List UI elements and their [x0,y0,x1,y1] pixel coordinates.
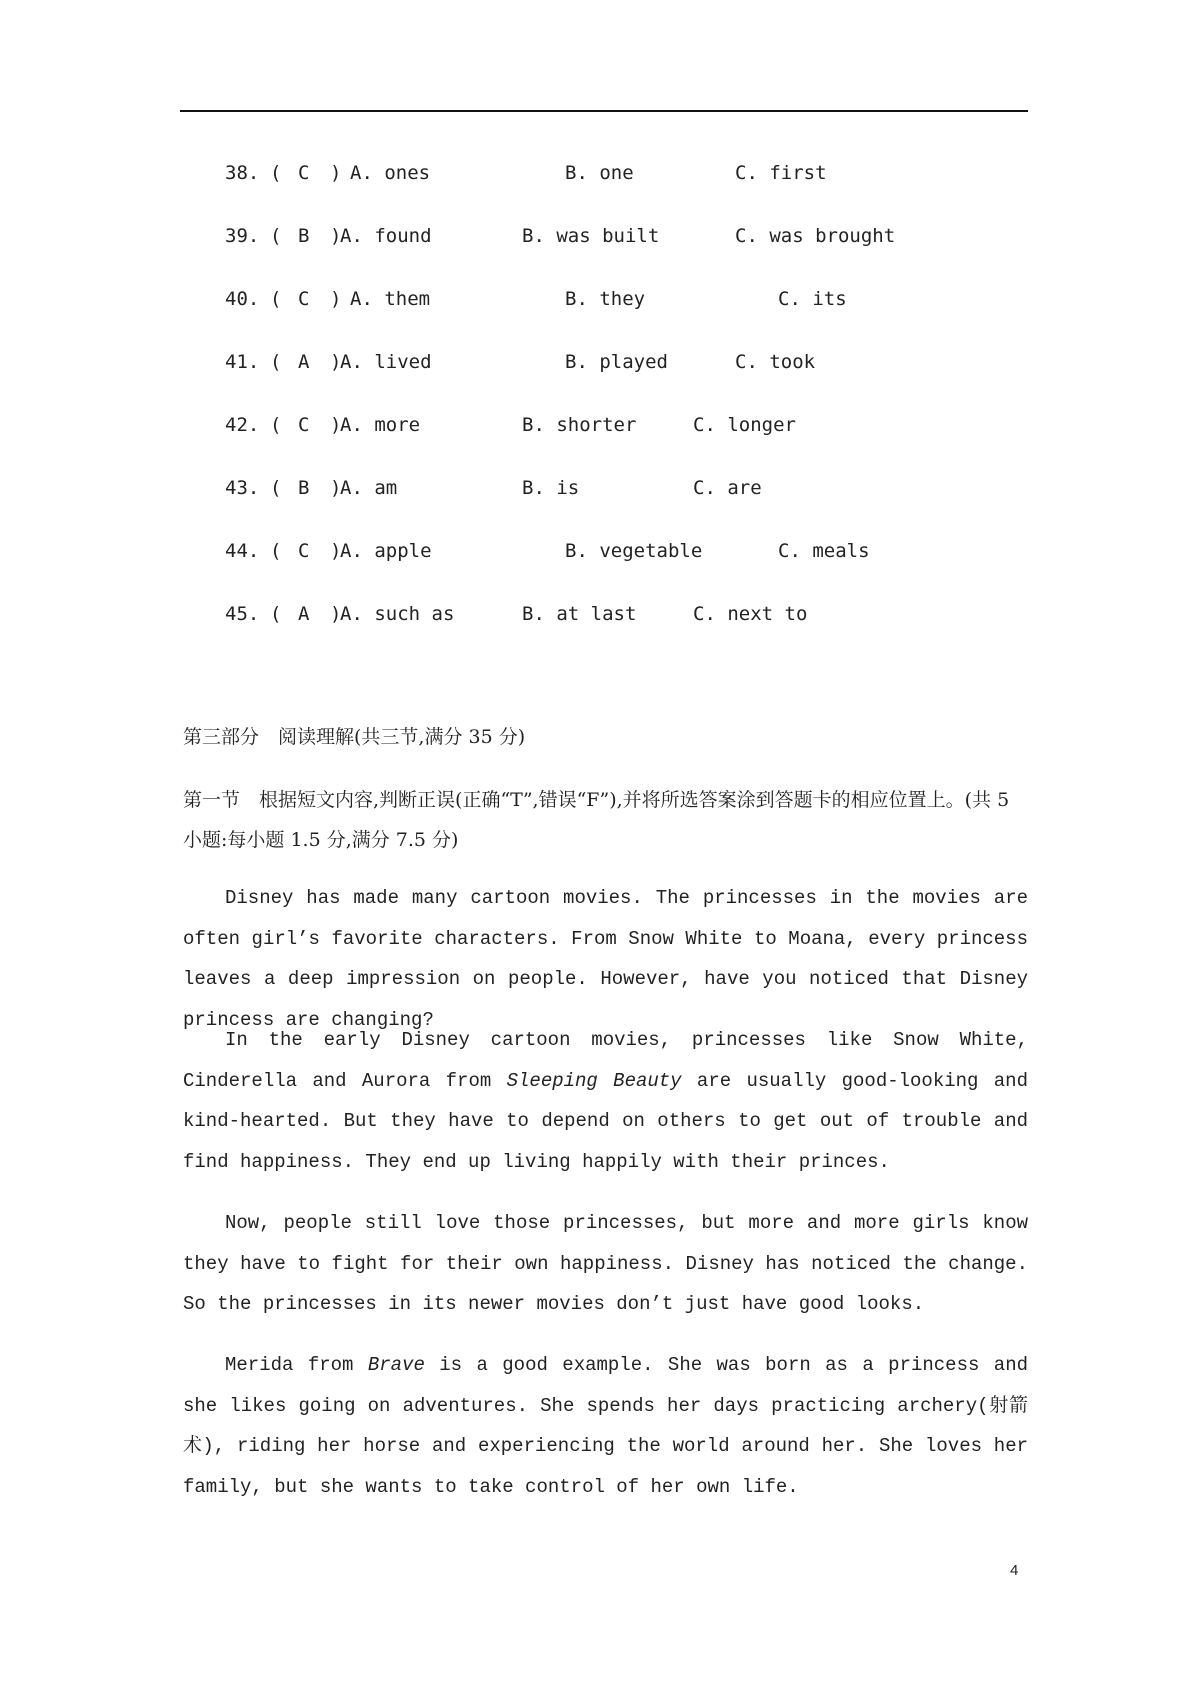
question-number: 42. [225,414,260,436]
answer-open-paren: ( [270,351,282,373]
question-number: 39. [225,225,260,247]
option-c: C. its [778,288,847,310]
question-row [0,410,1200,440]
option-a: A. am [340,477,398,499]
option-c: C. first [735,162,827,184]
page-number: 4 [1010,1562,1019,1579]
question-number: 38. [225,162,260,184]
answer-open-paren: ( [270,540,282,562]
answer-letter: A [298,603,310,625]
movie-title-brave: Brave [367,1354,425,1376]
option-a: A. found [340,225,432,247]
passage-paragraph-4-text-a: Merida from [225,1354,368,1376]
option-c: C. meals [778,540,870,562]
answer-close-paren: ) [330,603,342,625]
option-a: A. apple [340,540,432,562]
section-instruction: 第一节 根据短文内容,判断正误(正确“T”,错误“F”),并将所选答案涂到答题卡的相应位置上。(共 5 小题:每小题 1.5 分,满分 7.5 分) [183,789,1010,851]
answer-open-paren: ( [270,477,282,499]
option-b: B. vegetable [565,540,703,562]
option-a: A. lived [340,351,432,373]
header-rule [180,110,1028,112]
answer-letter: B [298,477,310,499]
passage-paragraph-3 [183,1203,1028,1325]
answer-close-paren: ) [330,414,342,436]
option-c: C. took [735,351,816,373]
question-number: 43. [225,477,260,499]
passage-paragraph-3-text: Now, people still love those princesses, but more and more girls know they have to fight for their own happiness. Disney has noticed the change. So the princesses in its newer movies don’t just have good looks. [183,1212,1028,1315]
question-number: 45. [225,603,260,625]
passage-paragraph-2-text-b: are usually good-looking and kind-hearted. But they have to depend on others to get out of trouble and find happiness. They end up living happily with their princes. [183,1069,1028,1173]
option-b: B. shorter [522,414,637,436]
question-row [0,473,1200,503]
section-title: 第三部分 阅读理解(共三节,满分 35 分) [183,726,526,748]
option-b: B. was built [522,225,660,247]
option-b: B. at last [522,603,637,625]
question-row [0,158,1200,188]
option-a: A. ones [350,162,431,184]
answer-open-paren: ( [270,225,282,247]
question-row [0,221,1200,251]
option-c: C. next to [693,603,808,625]
answer-open-paren: ( [270,288,282,310]
answer-letter: A [298,351,310,373]
question-number: 40. [225,288,260,310]
passage-paragraph-4-text-b: is a good example. She was born as a princess and she likes going on adventures. She spends her days practicing archery(射箭术), riding her horse and experiencing the world around her. She loves her family, but she wants to take control of her own life. [183,1354,1029,1498]
option-a: A. more [340,414,421,436]
answer-close-paren: ) [330,477,342,499]
option-b: B. played [565,351,668,373]
passage-paragraph-1-text: Disney has made many cartoon movies. The princesses in the movies are often girl’s favorite characters. From Snow White to Moana, every princess leaves a deep impression on people. However, have you noticed that Disney princess are changing? [183,887,1028,1031]
answer-open-paren: ( [270,414,282,436]
option-c: C. are [693,477,762,499]
answer-close-paren: ) [330,288,342,310]
answer-letter: C [298,414,310,436]
option-a: A. such as [340,603,455,625]
question-row [0,599,1200,629]
answer-close-paren: ) [330,225,342,247]
passage-paragraph-2-text-a: In the early Disney cartoon movies, princesses like Snow White, Cinderella and Aurora from [183,1029,1028,1092]
answer-close-paren: ) [330,540,342,562]
option-b: B. one [565,162,634,184]
option-a: A. them [350,288,431,310]
passage-paragraph-4 [183,1345,1028,1507]
question-row [0,284,1200,314]
option-b: B. is [522,477,580,499]
question-row [0,347,1200,377]
passage-paragraph-1 [183,878,1028,1040]
answer-letter: C [298,162,310,184]
answer-letter: C [298,540,310,562]
option-b: B. they [565,288,646,310]
question-number: 44. [225,540,260,562]
passage-paragraph-2 [183,1020,1028,1182]
answer-open-paren: ( [270,162,282,184]
question-row [0,536,1200,566]
movie-title-sleeping-beauty: Sleeping Beauty [506,1069,682,1092]
answer-letter: C [298,288,310,310]
option-c: C. was brought [735,225,896,247]
answer-open-paren: ( [270,603,282,625]
answer-close-paren: ) [330,162,342,184]
question-number: 41. [225,351,260,373]
option-c: C. longer [693,414,796,436]
answer-letter: B [298,225,310,247]
answer-close-paren: ) [330,351,342,373]
